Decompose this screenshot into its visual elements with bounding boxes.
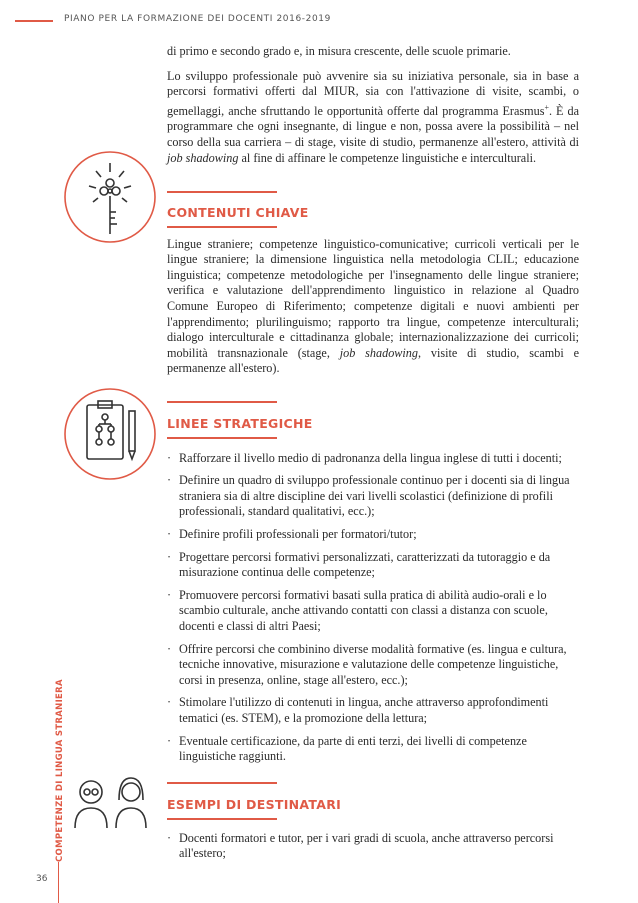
section-rule (167, 226, 277, 228)
list-item: · Rafforzare il livello medio di padronanza della lingua inglese di tutti i docenti; (167, 450, 562, 465)
list-item: · Definire profili professionali per formatori/tutor; (167, 526, 417, 541)
header-title: PIANO PER LA FORMAZIONE DEI DOCENTI 2016-2019 (64, 14, 331, 24)
esempi-list (167, 831, 579, 862)
contenuti-text: Lingue straniere; competenze linguistico-comunicative; curricoli verticali per le lingue straniere; la dimensione linguistica nella metodologia CLIL; educazione linguistica; competenze metodologiche per l'insegnamento delle lingue straniere; verifica e valutazione dell'apprendimento linguistico in relazione al Quadro Comune Europeo di Riferimento; competenze digitali e nuovi ambienti per l'apprendimento; plurilinguismo; rapporto tra lingue, competenze interculturali; dialogo interculturale e cittadinanza globale; internazionalizzazione dei curricoli; mobilità transnazionale (stage, job shadowing, visite di studio, scambi e permanenze all'estero). (167, 236, 579, 376)
clipboard-flowchart-icon (63, 387, 157, 481)
section-title: CONTENUTI CHIAVE (167, 204, 309, 220)
section-title: LINEE STRATEGICHE (167, 415, 313, 431)
intro-block (167, 44, 579, 166)
section-linee (167, 401, 579, 772)
list-item: · Eventuale certificazione, da parte di enti terzi, dei livelli di competenze linguistiche raggiunti. (167, 733, 527, 764)
intro-paragraph: Lo sviluppo professionale può avvenire sia su iniziativa personale, sia in base a percorsi formativi offerti dal MIUR, sia con l'attivazione di visite, scambi, o gemellaggi, anche sfruttando le opportunità offerte dal programma Erasmus+. È da programmare che ogni insegnante, di lingue e non, possa avere la possibilità – nel corso della sua carriera – di stage, visite di studio, permanenze all'estero, attività di job shadowing al fine di affinare le competenze linguistiche e interculturali. (167, 68, 579, 165)
section-contenuti (167, 191, 579, 377)
section-title: ESEMPI DI DESTINATARI (167, 796, 342, 812)
page-number-rule (58, 862, 59, 903)
section-rule (167, 782, 277, 784)
section-esempi (167, 782, 579, 869)
people-icon (63, 770, 157, 830)
section-rule (167, 191, 277, 193)
section-rule (167, 437, 277, 439)
linee-list (167, 451, 579, 765)
section-rule (167, 401, 277, 403)
intro-line: di primo e secondo grado e, in misura crescente, delle scuole primarie. (167, 44, 511, 58)
list-item: · Definire un quadro di sviluppo professionale continuo per i docenti sia di lingua straniera sia di altre discipline dei vari livelli scolastici (definizione di profili professionali, standard qualitativi, ecc.); (167, 473, 570, 519)
side-label: COMPETENZE DI LINGUA STRANIERA (55, 679, 65, 862)
list-item: · Stimolare l'utilizzo di contenuti in lingua, anche attraverso approfondimenti tematici (es. STEM), e la promozione della lettura; (167, 695, 549, 725)
header-rule (15, 20, 53, 22)
list-item: · Offrire percorsi che combinino diverse modalità formative (es. lingua e cultura, tecniche innovative, misurazione e valutazione delle competenze linguistiche, corsi in presenza, online, stage all'estero, ecc.); (167, 641, 567, 687)
list-item: · Promuovere percorsi formativi basati sulla pratica di abilità audio-orali e lo scambio culturale, anche attivando contatti con classi a distanza con scuole, docenti e classi di altri Paesi; (167, 587, 548, 633)
list-item: · Progettare percorsi formativi personalizzati, caratterizzati da tutoraggio e da misurazione continua delle competenze; (167, 549, 551, 580)
section-rule (167, 818, 277, 820)
list-item: · Docenti formatori e tutor, per i vari gradi di scuola, anche attraverso percorsi all'estero; (167, 830, 554, 861)
key-icon (63, 150, 157, 244)
page-number: 36 (36, 874, 48, 884)
